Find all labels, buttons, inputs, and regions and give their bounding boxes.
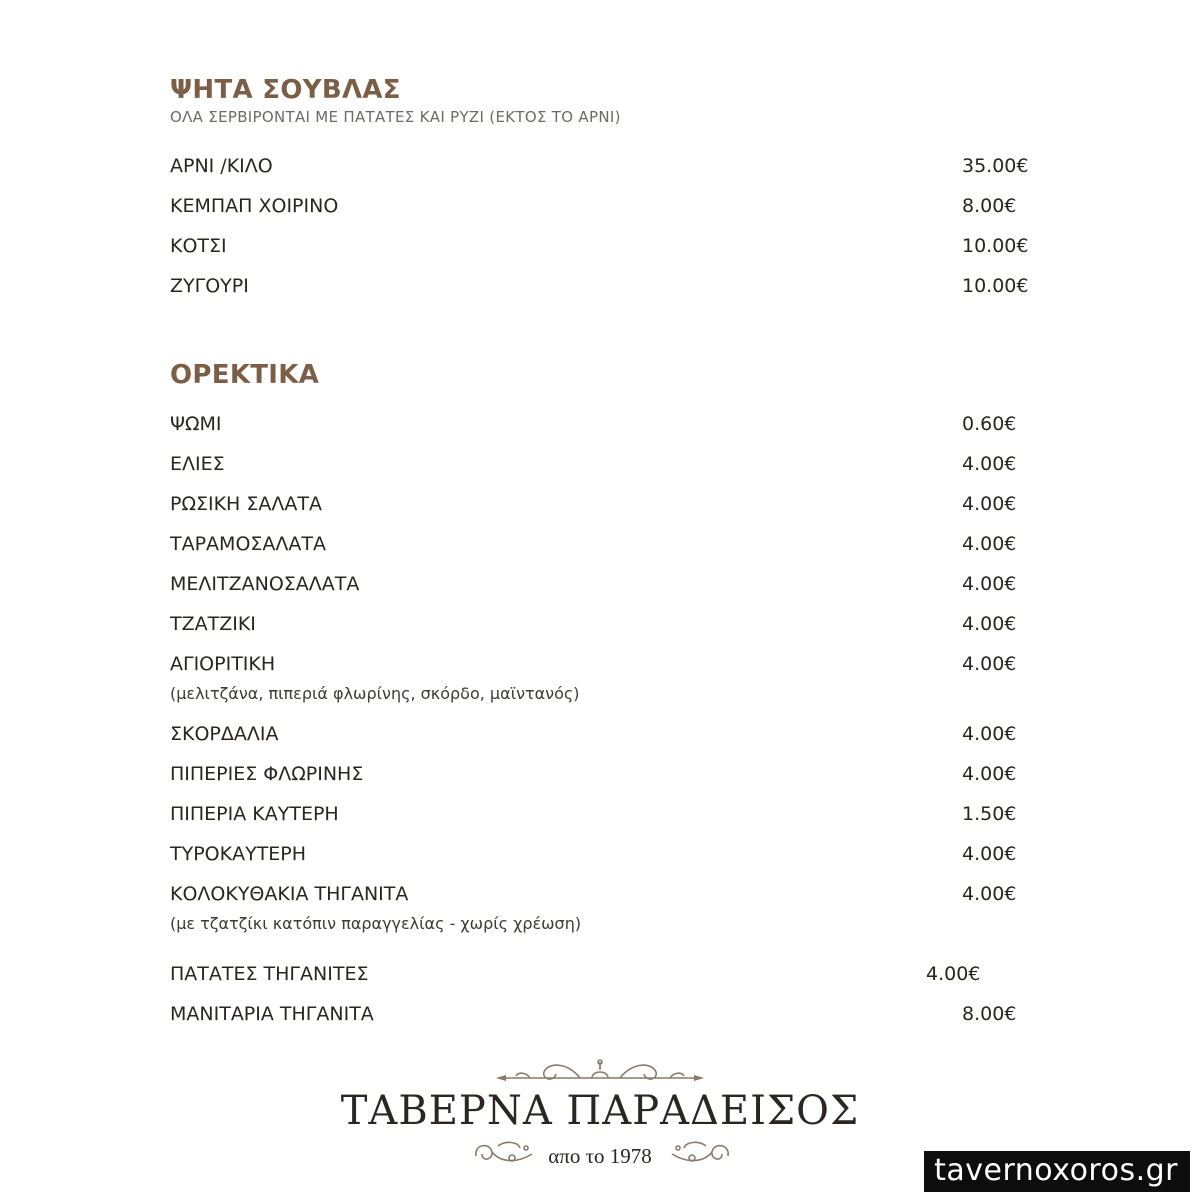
item-price: 4.00€ (962, 843, 1017, 865)
item-price: 4.00€ (962, 533, 1017, 555)
item-name: ΤΥΡΟΚΑΥΤΕΡΗ (170, 843, 307, 865)
item-note: (με τζατζίκι κατόπιν παραγγελίας - χωρίς χρέωση) (170, 914, 582, 933)
item-name: ΑΓΙΟΡΙΤΙΚΗ (170, 653, 276, 675)
item-name: ΚΕΜΠΑΠ ΧΟΙΡΙΝΟ (170, 195, 339, 217)
logo-subtitle: απο το 1978 (548, 1144, 652, 1168)
item-name: ΡΩΣΙΚΗ ΣΑΛΑΤΑ (170, 493, 322, 515)
item-price: 35.00€ (962, 155, 1029, 177)
item-price: 4.00€ (962, 493, 1017, 515)
item-name: ΤΑΡΑΜΟΣΑΛΑΤΑ (170, 533, 327, 555)
item-name: ΠΙΠΕΡΙΑ ΚΑΥΤΕΡΗ (170, 803, 339, 825)
logo-title: ΤΑΒΕΡΝΑ ΠΑΡΑΔΕΙΣΟΣ (340, 1088, 860, 1134)
item-name: ΚΟΤΣΙ (170, 235, 227, 257)
taverna-logo (330, 1058, 870, 1178)
item-note: (μελιτζάνα, πιπεριά φλωρίνης, σκόρδο, μαϊντανός) (170, 684, 580, 703)
item-name: ΕΛΙΕΣ (170, 453, 225, 475)
item-name: ΜΕΛΙΤΖΑΝΟΣΑΛΑΤΑ (170, 573, 360, 595)
item-price: 4.00€ (962, 453, 1017, 475)
item-price: 4.00€ (962, 573, 1017, 595)
item-price: 0.60€ (962, 413, 1017, 435)
section-subtitle-souvlas: ΟΛΑ ΣΕΡΒΙΡΟΝΤΑΙ ΜΕ ΠΑΤΑΤΕΣ ΚΑΙ ΡΥΖΙ (ΕΚΤΟΣ ΤΟ ΑΡΝΙ) (170, 108, 621, 126)
item-name: ΠΑΤΑΤΕΣ ΤΗΓΑΝΙΤΕΣ (170, 963, 369, 985)
item-price: 4.00€ (962, 883, 1017, 905)
item-price: 4.00€ (962, 723, 1017, 745)
right-flourish-icon (666, 1136, 736, 1170)
item-name: ΣΚΟΡΔΑΛΙΑ (170, 723, 279, 745)
item-price: 8.00€ (962, 195, 1017, 217)
item-price: 10.00€ (962, 275, 1029, 297)
item-name: ΖΥΓΟΥΡΙ (170, 275, 249, 297)
item-price: 4.00€ (962, 763, 1017, 785)
item-name: ΨΩΜΙ (170, 413, 222, 435)
top-ornament-icon (330, 1058, 870, 1088)
item-name: ΠΙΠΕΡΙΕΣ ΦΛΩΡΙΝΗΣ (170, 763, 364, 785)
item-name: ΤΖΑΤΖΙΚΙ (170, 613, 256, 635)
item-price: 10.00€ (962, 235, 1029, 257)
item-price: 4.00€ (926, 963, 981, 985)
item-price: 4.00€ (962, 613, 1017, 635)
item-name: ΜΑΝΙΤΑΡΙΑ ΤΗΓΑΝΙΤΑ (170, 1003, 374, 1025)
item-name: ΚΟΛΟΚΥΘΑΚΙΑ ΤΗΓΑΝΙΤΑ (170, 883, 409, 905)
item-price: 4.00€ (962, 653, 1017, 675)
section-title-souvlas: ΨΗΤΑ ΣΟΥΒΛΑΣ (170, 75, 401, 105)
section-title-orektika: ΟΡΕΚΤΙΚΑ (170, 360, 320, 390)
site-watermark: tavernoxoros.gr (924, 1151, 1190, 1192)
item-name: ΑΡΝΙ /ΚΙΛΟ (170, 155, 273, 177)
item-price: 1.50€ (962, 803, 1017, 825)
item-price: 8.00€ (962, 1003, 1017, 1025)
